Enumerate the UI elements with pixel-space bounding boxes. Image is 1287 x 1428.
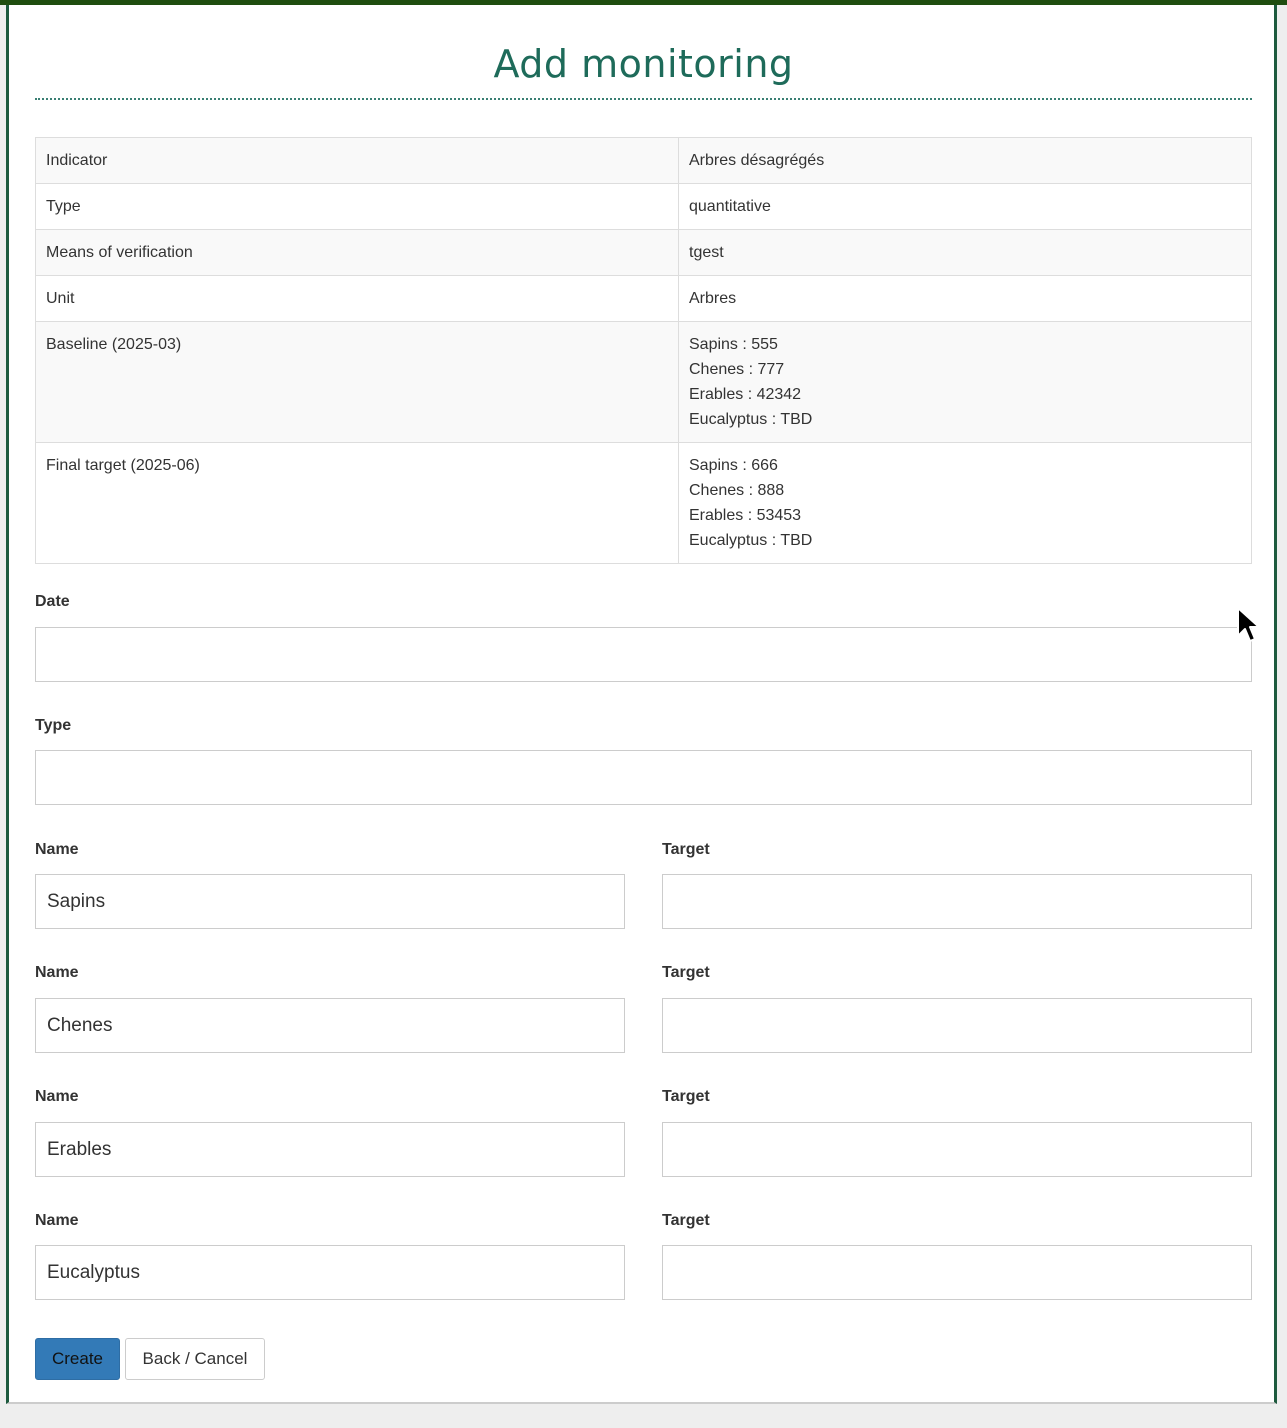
target-label: Target bbox=[662, 841, 710, 858]
value-line: Arbres désagrégés bbox=[689, 152, 825, 169]
name-input-erables[interactable] bbox=[35, 1122, 625, 1177]
table-cell-value bbox=[679, 230, 1252, 276]
table-cell-value bbox=[679, 276, 1252, 322]
date-input[interactable] bbox=[35, 627, 1252, 682]
table-row bbox=[36, 322, 1252, 443]
name-input-sapins[interactable] bbox=[35, 874, 625, 929]
page-content bbox=[35, 5, 1252, 1368]
target-input-chenes[interactable] bbox=[662, 998, 1252, 1053]
name-label: Name bbox=[35, 1212, 79, 1229]
table-cell-key: Type bbox=[36, 184, 679, 230]
table-cell-value bbox=[679, 443, 1252, 564]
value-line: Sapins : 666 bbox=[689, 457, 778, 474]
name-label: Name bbox=[35, 964, 79, 981]
table-cell-key: Means of verification bbox=[36, 230, 679, 276]
table-cell-value bbox=[679, 138, 1252, 184]
target-label: Target bbox=[662, 1212, 710, 1229]
table-cell-value bbox=[679, 184, 1252, 230]
value-line: Chenes : 777 bbox=[689, 361, 785, 378]
value-line: Eucalyptus : TBD bbox=[689, 532, 813, 549]
create-button[interactable]: Create bbox=[35, 1338, 120, 1380]
table-row bbox=[36, 443, 1252, 564]
mouse-pointer-icon bbox=[1236, 606, 1262, 646]
value-line: Chenes : 888 bbox=[689, 482, 785, 499]
value-line: quantitative bbox=[689, 198, 771, 215]
value-line: Eucalyptus : TBD bbox=[689, 411, 813, 428]
table-cell-key: Indicator bbox=[36, 138, 679, 184]
table-row bbox=[36, 276, 1252, 322]
page-container bbox=[6, 5, 1277, 1404]
table-row bbox=[36, 138, 1252, 184]
target-label: Target bbox=[662, 1088, 710, 1105]
value-line: Erables : 53453 bbox=[689, 507, 802, 524]
back-cancel-button[interactable]: Back / Cancel bbox=[125, 1338, 265, 1380]
table-cell-value bbox=[679, 322, 1252, 443]
type-label: Type bbox=[35, 717, 72, 734]
page-title: Add monitoring bbox=[35, 5, 1252, 100]
value-line: tgest bbox=[689, 244, 724, 261]
name-label: Name bbox=[35, 841, 79, 858]
target-input-erables[interactable] bbox=[662, 1122, 1252, 1177]
value-line: Erables : 42342 bbox=[689, 386, 802, 403]
table-cell-key: Final target (2025-06) bbox=[36, 443, 679, 564]
target-input-eucalyptus[interactable] bbox=[662, 1245, 1252, 1300]
type-input[interactable] bbox=[35, 750, 1252, 805]
table-cell-key: Unit bbox=[36, 276, 679, 322]
indicator-info-table bbox=[35, 137, 1252, 564]
table-row bbox=[36, 184, 1252, 230]
target-input-sapins[interactable] bbox=[662, 874, 1252, 929]
table-row bbox=[36, 230, 1252, 276]
value-line: Arbres bbox=[689, 290, 737, 307]
value-line: Sapins : 555 bbox=[689, 336, 778, 353]
name-input-eucalyptus[interactable] bbox=[35, 1245, 625, 1300]
name-label: Name bbox=[35, 1088, 79, 1105]
name-input-chenes[interactable] bbox=[35, 998, 625, 1053]
target-label: Target bbox=[662, 964, 710, 981]
date-label: Date bbox=[35, 593, 70, 610]
table-cell-key: Baseline (2025-03) bbox=[36, 322, 679, 443]
